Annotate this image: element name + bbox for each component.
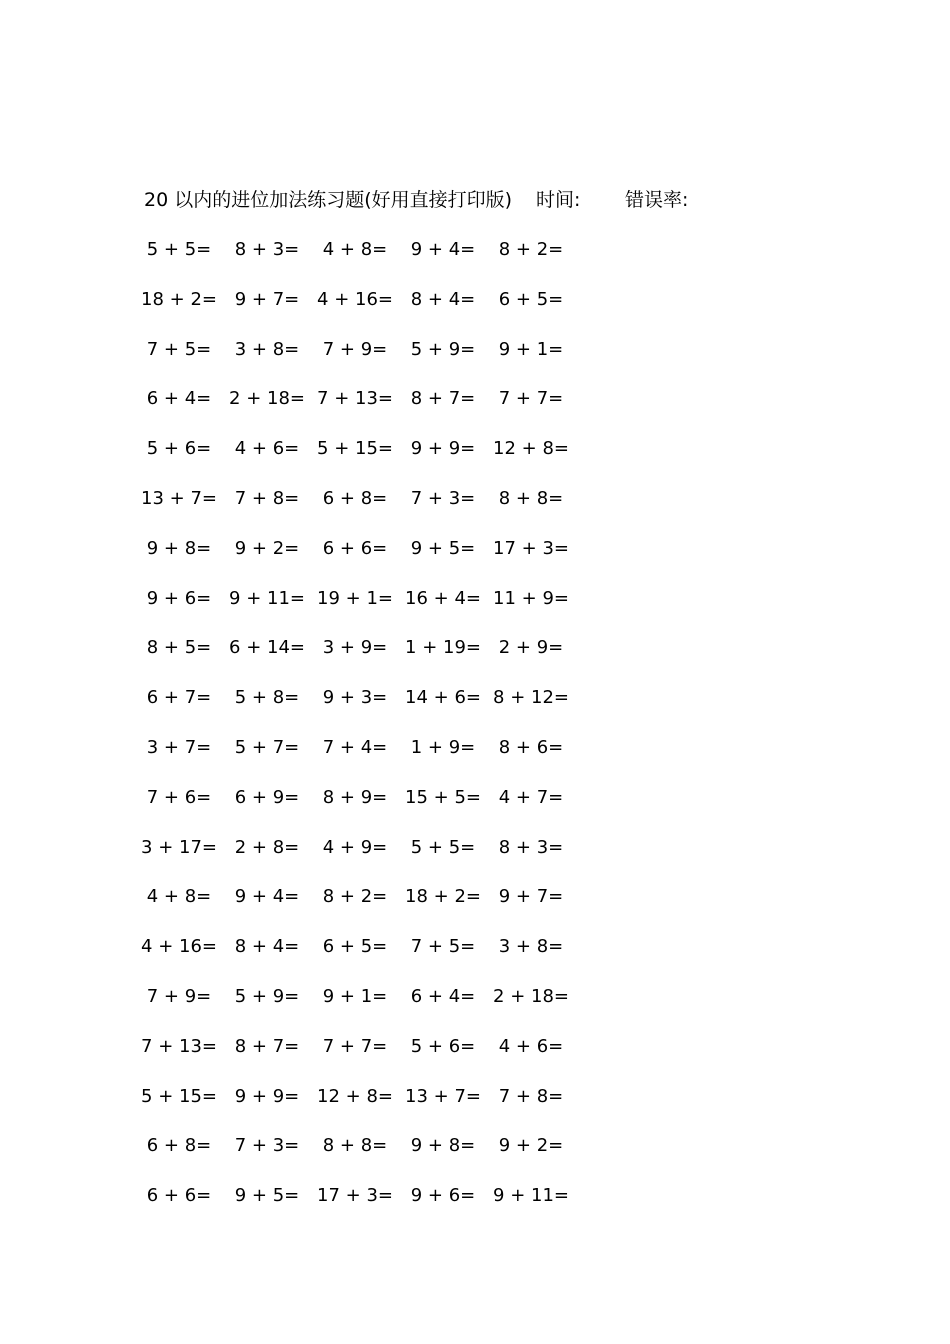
addition-problem: 9 + 5= — [234, 1185, 300, 1207]
problem-row — [144, 883, 704, 933]
addition-problem: 15 + 5= — [405, 786, 481, 808]
addition-problem: 8 + 8= — [322, 1135, 388, 1157]
addition-problem: 8 + 9= — [322, 786, 388, 808]
addition-problem: 1 + 9= — [410, 736, 476, 758]
addition-problem: 7 + 3= — [410, 487, 476, 509]
problem-row — [144, 634, 704, 684]
addition-problem: 6 + 4= — [146, 388, 212, 410]
addition-problem: 8 + 4= — [234, 936, 300, 958]
addition-problem: 9 + 5= — [410, 537, 476, 559]
addition-problem: 8 + 7= — [410, 388, 476, 410]
problem-row — [144, 684, 704, 734]
addition-problem: 8 + 5= — [146, 637, 212, 659]
addition-problem: 8 + 3= — [498, 836, 564, 858]
addition-problem: 5 + 6= — [410, 1035, 476, 1057]
addition-problem: 12 + 8= — [493, 438, 569, 460]
addition-problem: 9 + 9= — [410, 438, 476, 460]
addition-problem: 18 + 2= — [141, 288, 217, 310]
problem-row — [144, 585, 704, 635]
addition-problem: 9 + 11= — [493, 1185, 569, 1207]
problem-row — [144, 236, 704, 286]
addition-problem: 4 + 9= — [322, 836, 388, 858]
addition-problem: 7 + 7= — [498, 388, 564, 410]
problem-row — [144, 535, 704, 585]
problem-row — [141, 1083, 704, 1133]
addition-problem: 4 + 7= — [498, 786, 564, 808]
addition-problem: 4 + 16= — [141, 936, 217, 958]
addition-problem: 12 + 8= — [317, 1085, 393, 1107]
addition-problem: 9 + 2= — [498, 1135, 564, 1157]
addition-problem: 7 + 4= — [322, 736, 388, 758]
addition-problem: 9 + 11= — [229, 587, 305, 609]
problem-row — [144, 385, 704, 435]
addition-problem: 9 + 1= — [322, 985, 388, 1007]
problem-row — [144, 336, 704, 386]
addition-problem: 6 + 4= — [410, 985, 476, 1007]
addition-problem: 9 + 9= — [234, 1085, 300, 1107]
addition-problem: 4 + 8= — [146, 886, 212, 908]
addition-problem: 6 + 6= — [322, 537, 388, 559]
addition-problem: 4 + 6= — [498, 1035, 564, 1057]
addition-problem: 9 + 8= — [410, 1135, 476, 1157]
addition-problem: 5 + 7= — [234, 736, 300, 758]
addition-problem: 2 + 18= — [229, 388, 305, 410]
addition-problem: 9 + 4= — [234, 886, 300, 908]
addition-problem: 6 + 8= — [322, 487, 388, 509]
addition-problem: 7 + 5= — [146, 338, 212, 360]
addition-problem: 6 + 6= — [146, 1185, 212, 1207]
addition-problem: 9 + 8= — [146, 537, 212, 559]
addition-problem: 3 + 9= — [322, 637, 388, 659]
addition-problem: 17 + 3= — [317, 1185, 393, 1207]
addition-problem: 8 + 2= — [322, 886, 388, 908]
addition-problem: 2 + 9= — [498, 637, 564, 659]
addition-problem: 3 + 8= — [498, 936, 564, 958]
addition-problem: 7 + 8= — [498, 1085, 564, 1107]
addition-problem: 7 + 9= — [322, 338, 388, 360]
addition-problem: 5 + 9= — [410, 338, 476, 360]
worksheet-title: 20 以内的进位加法练习题(好用直接打印版) — [144, 189, 513, 211]
problem-row — [144, 1182, 704, 1232]
addition-problem: 6 + 5= — [322, 936, 388, 958]
addition-problem: 5 + 6= — [146, 438, 212, 460]
addition-problem: 19 + 1= — [317, 587, 393, 609]
problem-row — [141, 933, 704, 983]
problem-row — [141, 485, 704, 535]
addition-problem: 11 + 9= — [493, 587, 569, 609]
problem-row — [144, 435, 704, 485]
addition-problem: 16 + 4= — [405, 587, 481, 609]
addition-problem: 5 + 5= — [410, 836, 476, 858]
addition-problem: 7 + 7= — [322, 1035, 388, 1057]
addition-problem: 8 + 12= — [493, 687, 569, 709]
addition-problem: 1 + 19= — [405, 637, 481, 659]
addition-problem: 17 + 3= — [493, 537, 569, 559]
addition-problem: 6 + 14= — [229, 637, 305, 659]
addition-problem: 5 + 5= — [146, 239, 212, 260]
addition-problem: 18 + 2= — [405, 886, 481, 908]
addition-problem: 7 + 13= — [317, 388, 393, 410]
addition-problem: 7 + 9= — [146, 985, 212, 1007]
addition-problem: 3 + 17= — [141, 836, 217, 858]
addition-problem: 7 + 6= — [146, 786, 212, 808]
addition-problem: 3 + 8= — [234, 338, 300, 360]
addition-problem: 7 + 5= — [410, 936, 476, 958]
problem-row — [144, 983, 704, 1033]
problem-row — [144, 734, 704, 784]
addition-problem: 7 + 3= — [234, 1135, 300, 1157]
addition-problem: 5 + 15= — [317, 438, 393, 460]
error-rate-label: 错误率: — [625, 189, 689, 211]
addition-problem: 5 + 9= — [234, 985, 300, 1007]
addition-problem: 8 + 8= — [498, 487, 564, 509]
addition-problem: 4 + 6= — [234, 438, 300, 460]
problem-row — [144, 784, 704, 834]
problem-grid — [141, 236, 704, 1232]
addition-problem: 6 + 8= — [146, 1135, 212, 1157]
addition-problem: 6 + 9= — [234, 786, 300, 808]
addition-problem: 14 + 6= — [405, 687, 481, 709]
addition-problem: 5 + 8= — [234, 687, 300, 709]
problem-row — [141, 1033, 704, 1083]
addition-problem: 6 + 5= — [498, 288, 564, 310]
addition-problem: 13 + 7= — [141, 487, 217, 509]
addition-problem: 8 + 2= — [498, 239, 564, 260]
addition-problem: 7 + 13= — [141, 1035, 217, 1057]
addition-problem: 9 + 3= — [322, 687, 388, 709]
addition-problem: 9 + 4= — [410, 239, 476, 260]
addition-problem: 8 + 6= — [498, 736, 564, 758]
addition-problem: 8 + 7= — [234, 1035, 300, 1057]
addition-problem: 6 + 7= — [146, 687, 212, 709]
addition-problem: 9 + 7= — [498, 886, 564, 908]
addition-problem: 9 + 6= — [146, 587, 212, 609]
addition-problem: 4 + 8= — [322, 239, 388, 260]
addition-problem: 8 + 4= — [410, 288, 476, 310]
addition-problem: 8 + 3= — [234, 239, 300, 260]
problem-row — [141, 834, 704, 884]
addition-problem: 2 + 8= — [234, 836, 300, 858]
addition-problem: 3 + 7= — [146, 736, 212, 758]
addition-problem: 5 + 15= — [141, 1085, 217, 1107]
time-label: 时间: — [536, 189, 581, 211]
addition-problem: 2 + 18= — [493, 985, 569, 1007]
addition-problem: 13 + 7= — [405, 1085, 481, 1107]
addition-problem: 9 + 1= — [498, 338, 564, 360]
problem-row — [144, 1132, 704, 1182]
problem-row — [141, 286, 704, 336]
addition-problem: 9 + 6= — [410, 1185, 476, 1207]
addition-problem: 9 + 7= — [234, 288, 300, 310]
addition-problem: 7 + 8= — [234, 487, 300, 509]
addition-problem: 9 + 2= — [234, 537, 300, 559]
addition-problem: 4 + 16= — [317, 288, 393, 310]
